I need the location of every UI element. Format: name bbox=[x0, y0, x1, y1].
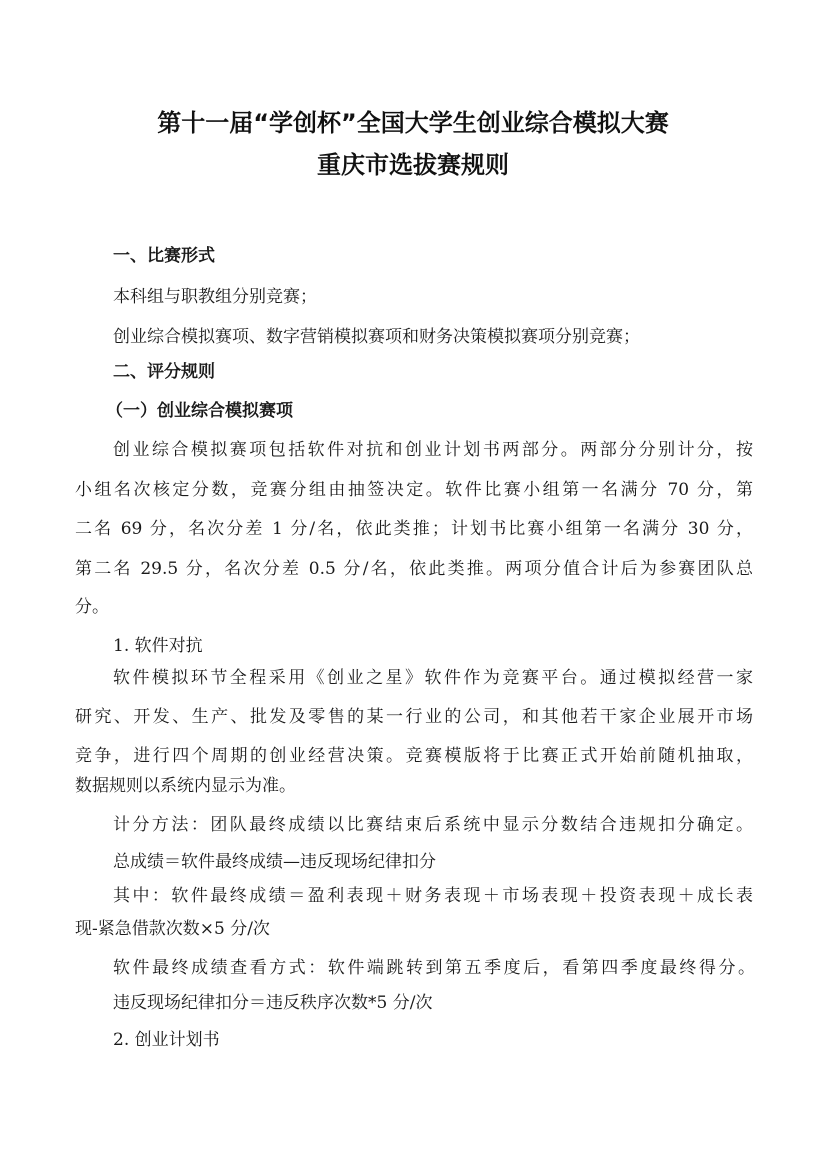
section-heading-scoring: 二、评分规则 bbox=[113, 362, 215, 382]
paragraph: 创业综合模拟赛项、数字营销模拟赛项和财务决策模拟赛项分别竞赛； bbox=[113, 327, 640, 347]
document-title: 第十一届“学创杯”全国大学生创业综合模拟大赛 bbox=[157, 109, 669, 137]
paragraph-line: 软件模拟环节全程采用《创业之星》软件作为竞赛平台。通过模拟经营一家 bbox=[113, 668, 753, 688]
paragraph: 计分方法：团队最终成绩以比赛结束后系统中显示分数结合违规扣分确定。 bbox=[113, 815, 753, 835]
paragraph-line: 分。 bbox=[75, 597, 109, 617]
paragraph-line: 竞争，进行四个周期的创业经营决策。竞赛模版将于比赛正式开始前随机抽取， bbox=[75, 746, 753, 766]
paragraph-line: 创业综合模拟赛项包括软件对抗和创业计划书两部分。两部分分别计分，按 bbox=[113, 440, 753, 460]
formula: 其中：软件最终成绩＝盈利表现＋财务表现＋市场表现＋投资表现＋成长表 bbox=[113, 886, 753, 906]
formula: 总成绩＝软件最终成绩—违反现场纪律扣分 bbox=[113, 852, 436, 872]
item-heading: 2. 创业计划书 bbox=[113, 1030, 220, 1050]
formula: 现-紧急借款次数×5 分/次 bbox=[75, 919, 270, 939]
subsection-heading: （一）创业综合模拟赛项 bbox=[106, 401, 293, 421]
paragraph: 软件最终成绩查看方式：软件端跳转到第五季度后，看第四季度最终得分。 bbox=[113, 958, 755, 978]
paragraph-line: 第二名 29.5 分，名次分差 0.5 分/名，依此类推。两项分值合计后为参赛团队总 bbox=[75, 559, 753, 579]
paragraph-line: 小组名次核定分数，竞赛分组由抽签决定。软件比赛小组第一名满分 70 分，第 bbox=[75, 480, 753, 500]
document-subtitle: 重庆市选拔赛规则 bbox=[317, 151, 509, 179]
paragraph-line: 研究、开发、生产、批发及零售的某一行业的公司，和其他若干家企业展开市场 bbox=[75, 707, 753, 727]
paragraph-line: 二名 69 分，名次分差 1 分/名，依此类推；计划书比赛小组第一名满分 30 分， bbox=[75, 519, 753, 539]
paragraph: 本科组与职教组分别竞赛； bbox=[113, 287, 317, 307]
item-heading: 1. 软件对抗 bbox=[113, 636, 203, 656]
formula: 违反现场纪律扣分＝违反秩序次数*5 分/次 bbox=[113, 993, 433, 1013]
section-heading-format: 一、比赛形式 bbox=[113, 246, 215, 266]
paragraph-line: 数据规则以系统内显示为准。 bbox=[75, 776, 296, 796]
